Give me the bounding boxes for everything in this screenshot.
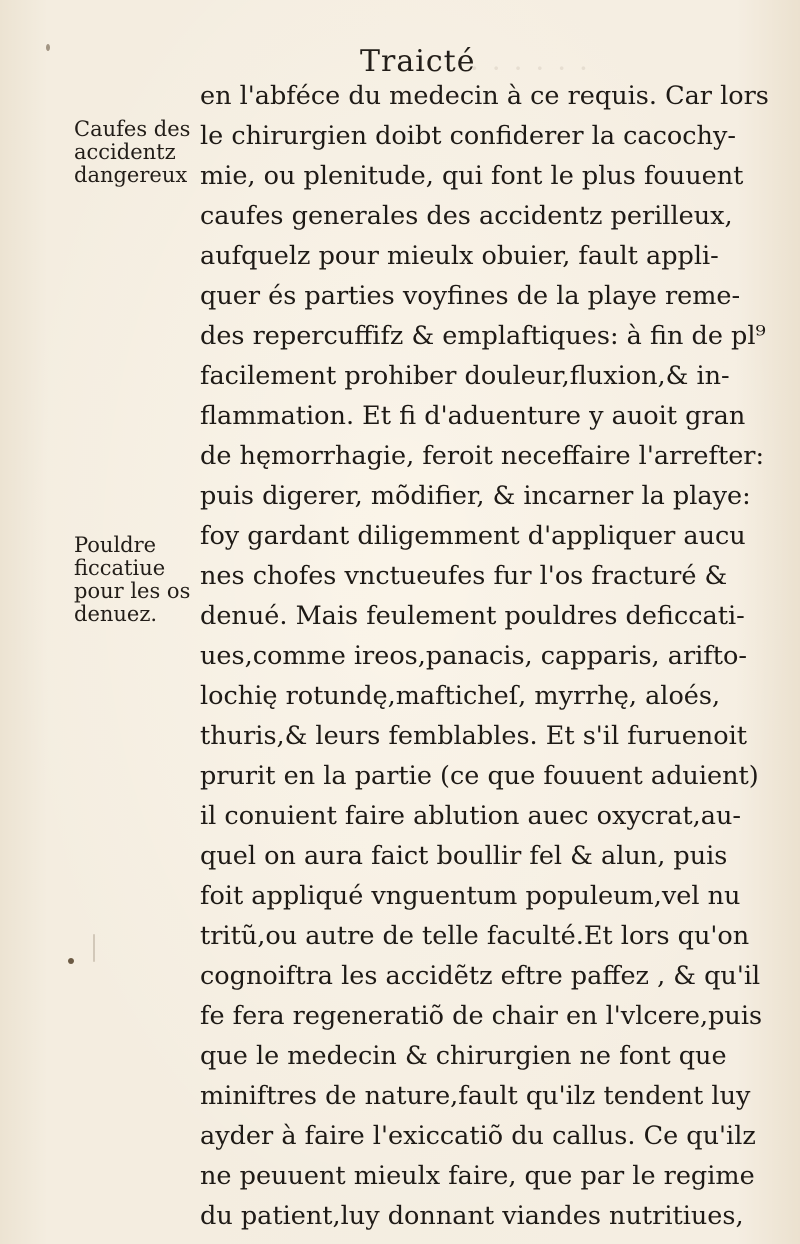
- margin-note-line: ficcatiue: [74, 556, 166, 580]
- paper-mark: [93, 934, 95, 962]
- text-line: ne peuuent mieulx faire, que par le regime: [200, 1161, 755, 1191]
- text-line: nes chofes vnctueufes fur l'os fracturé &: [200, 561, 728, 591]
- margin-note-line: Pouldre: [74, 533, 157, 557]
- text-line: thuris,& leurs femblables. Et s'il furuenoit: [200, 721, 747, 751]
- text-line: quer és parties voyfines de la playe reme-: [200, 281, 741, 311]
- margin-note-line: pour les os: [74, 579, 191, 603]
- text-line: foit appliqué vnguentum populeum,vel nu: [200, 881, 741, 911]
- running-head: Traicté: [360, 44, 476, 79]
- text-line: mie, ou plenitude, qui font le plus fouuent: [200, 161, 744, 191]
- body-text: [200, 76, 769, 1236]
- text-line: que le medecin & chirurgien ne font que: [200, 1041, 727, 1071]
- margin-note-line: dangereux: [74, 163, 188, 187]
- ink-speck: [68, 958, 74, 964]
- text-line: lochię rotundę,mafticheſ, myrrhę, aloés,: [200, 681, 721, 711]
- text-line: fe fera regeneratiõ de chair en l'vlcere,puis: [200, 1001, 763, 1031]
- text-line: cognoiftra les accidẽtz eftre paffez , & qu'il: [200, 961, 761, 991]
- text-line: flammation. Et fi d'aduenture y auoit gran: [200, 401, 746, 431]
- text-line: le chirurgien doibt confiderer la cacochy-: [200, 121, 736, 151]
- text-line: aufquelz pour mieulx obuier, fault appli-: [200, 241, 719, 271]
- text-line: il conuient faire ablution auec oxycrat,au-: [200, 801, 742, 831]
- text-line: ayder à faire l'exiccatiõ du callus. Ce qu'ilz: [200, 1121, 756, 1151]
- text-line: prurit en la partie (ce que fouuent aduient): [200, 761, 759, 791]
- show-through-text: · · · · · ·: [470, 52, 590, 85]
- text-line: des repercuffifz & emplaftiques: à fin de pl⁹: [200, 321, 766, 351]
- margin-note-powder: [74, 534, 190, 626]
- text-line: miniftres de nature,fault qu'ilz tendent luy: [200, 1081, 751, 1111]
- text-line: foy gardant diligemment d'appliquer aucu: [200, 521, 746, 551]
- text-line: facilement prohiber douleur,fluxion,& in-: [200, 361, 730, 391]
- text-line: tritũ,ou autre de telle faculté.Et lors qu'on: [200, 921, 750, 951]
- text-line: ues,comme ireos,panacis, capparis, arifto-: [200, 641, 747, 671]
- margin-note-line: accidentz: [74, 140, 176, 164]
- text-line: en l'abféce du medecin à ce requis. Car lors: [200, 81, 769, 111]
- text-line: de hęmorrhagie, feroit neceffaire l'arrefter:: [200, 441, 765, 471]
- text-line: puis digerer, mõdifier, & incarner la playe:: [200, 481, 751, 511]
- text-line: quel on aura faict boullir fel & alun, puis: [200, 841, 728, 871]
- text-line: caufes generales des accidentz perilleux,: [200, 201, 733, 231]
- ink-speck: [46, 44, 50, 51]
- margin-note-causes: [74, 118, 190, 187]
- text-line: du patient,luy donnant viandes nutritiues,: [200, 1201, 744, 1231]
- margin-note-line: Caufes des: [74, 117, 191, 141]
- text-line: denué. Mais feulement pouldres deficcati-: [200, 601, 745, 631]
- margin-note-line: denuez.: [74, 602, 158, 626]
